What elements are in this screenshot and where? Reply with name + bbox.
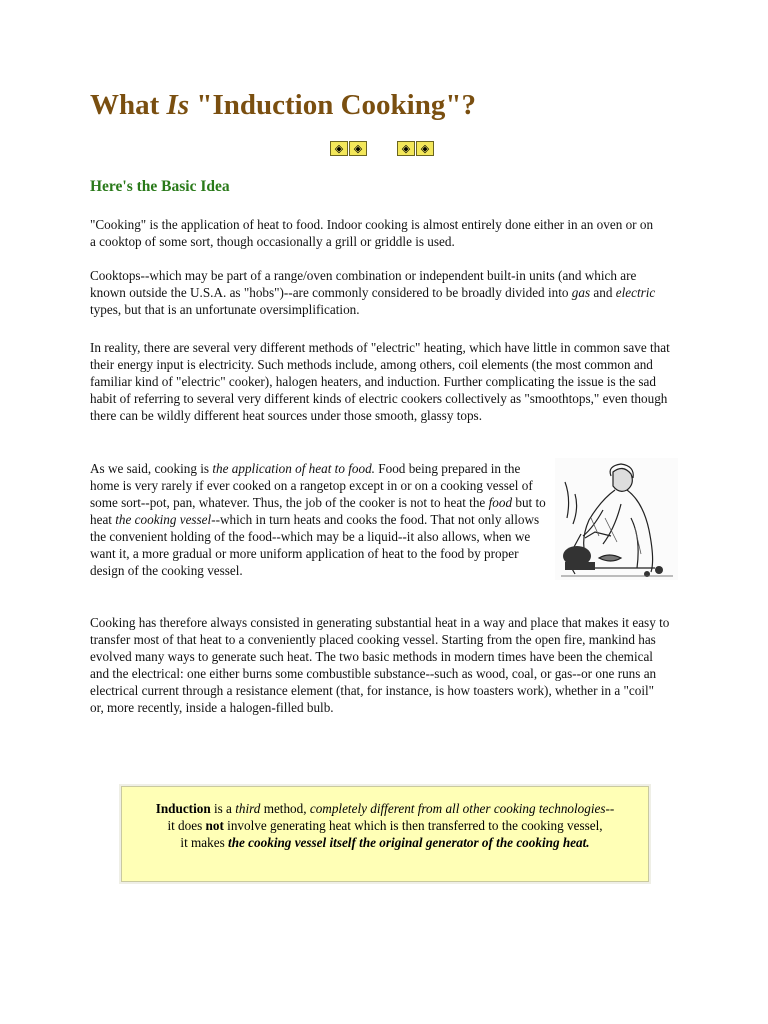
paragraph-2: Cooktops--which may be part of a range/oven combination or independent built-in units (and which are known outside the U.S.A. as "hobs")--are commonly considered to be broadly divided into gas and electric types, but that is an unfortunate oversimplification. <box>90 268 656 317</box>
next-arrow-icon[interactable]: ◈ <box>416 141 434 156</box>
callout-line-1: Induction is a third method, completely different from all other cooking technologies-- <box>155 801 615 816</box>
next-arrow-icon[interactable]: ◈ <box>349 141 367 156</box>
nav-group-right <box>397 141 434 156</box>
prev-arrow-icon[interactable]: ◈ <box>330 141 348 156</box>
cooking-woman-illustration <box>555 458 678 580</box>
prev-arrow-icon[interactable]: ◈ <box>397 141 415 156</box>
section-heading: Here's the Basic Idea <box>90 178 230 195</box>
paragraph-3: In reality, there are several very different methods of "electric" heating, which have little in common save that their energy input is electricity. Such methods include, among others, coil elements (the most common and familiar kind of "electric" cooker), halogen heaters, and induction. Further complicating the issue is the sad habit of referring to several very different kinds of electric cookers collectively as "smoothtops," even though there can be wildly different heat sources under those smooth, glassy tops. <box>90 340 670 423</box>
paragraph-5: Cooking has therefore always consisted in generating substantial heat in a way and place that makes it easy to transfer most of that heat to a conveniently placed cooking vessel. Starting from the open fire, mankind has evolved many ways to generate such heat. The two basic methods in modern times have been the chemical and the electrical: one either burns some combustible substance--such as wood, coal, or gas--or one runs an electrical current through a resistance element (that, for instance, is how toasters work), whether in a "coil" or, more recently, inside a halogen-filled bulb. <box>90 615 670 715</box>
paragraph-1: "Cooking" is the application of heat to food. Indoor cooking is almost entirely done either in an oven or on a cooktop of some sort, though occasionally a grill or griddle is used. <box>90 217 654 249</box>
nav-group-left <box>330 141 367 156</box>
page-title: What Is "Induction Cooking"? <box>90 89 476 121</box>
callout-line-2: it does not involve generating heat which is then transferred to the cooking vessel, <box>167 818 603 833</box>
paragraph-4: As we said, cooking is the application of heat to food. Food being prepared in the home is very rarely if ever cooked on a rangetop except in or on a cooking vessel of some sort--pot, pan, whatever. Thus, the job of the cooker is not to heat the food but to heat the cooking vessel--which in turn heats and cooks the food. That not only allows the convenient holding of the food--which may be a liquid--it also allows, when we want it, a more gradual or more uniform application of heat to the food by proper design of the cooking vessel. <box>90 461 546 578</box>
induction-callout-box <box>121 786 649 882</box>
callout-line-3: it makes the cooking vessel itself the original generator of the cooking heat. <box>180 835 590 850</box>
